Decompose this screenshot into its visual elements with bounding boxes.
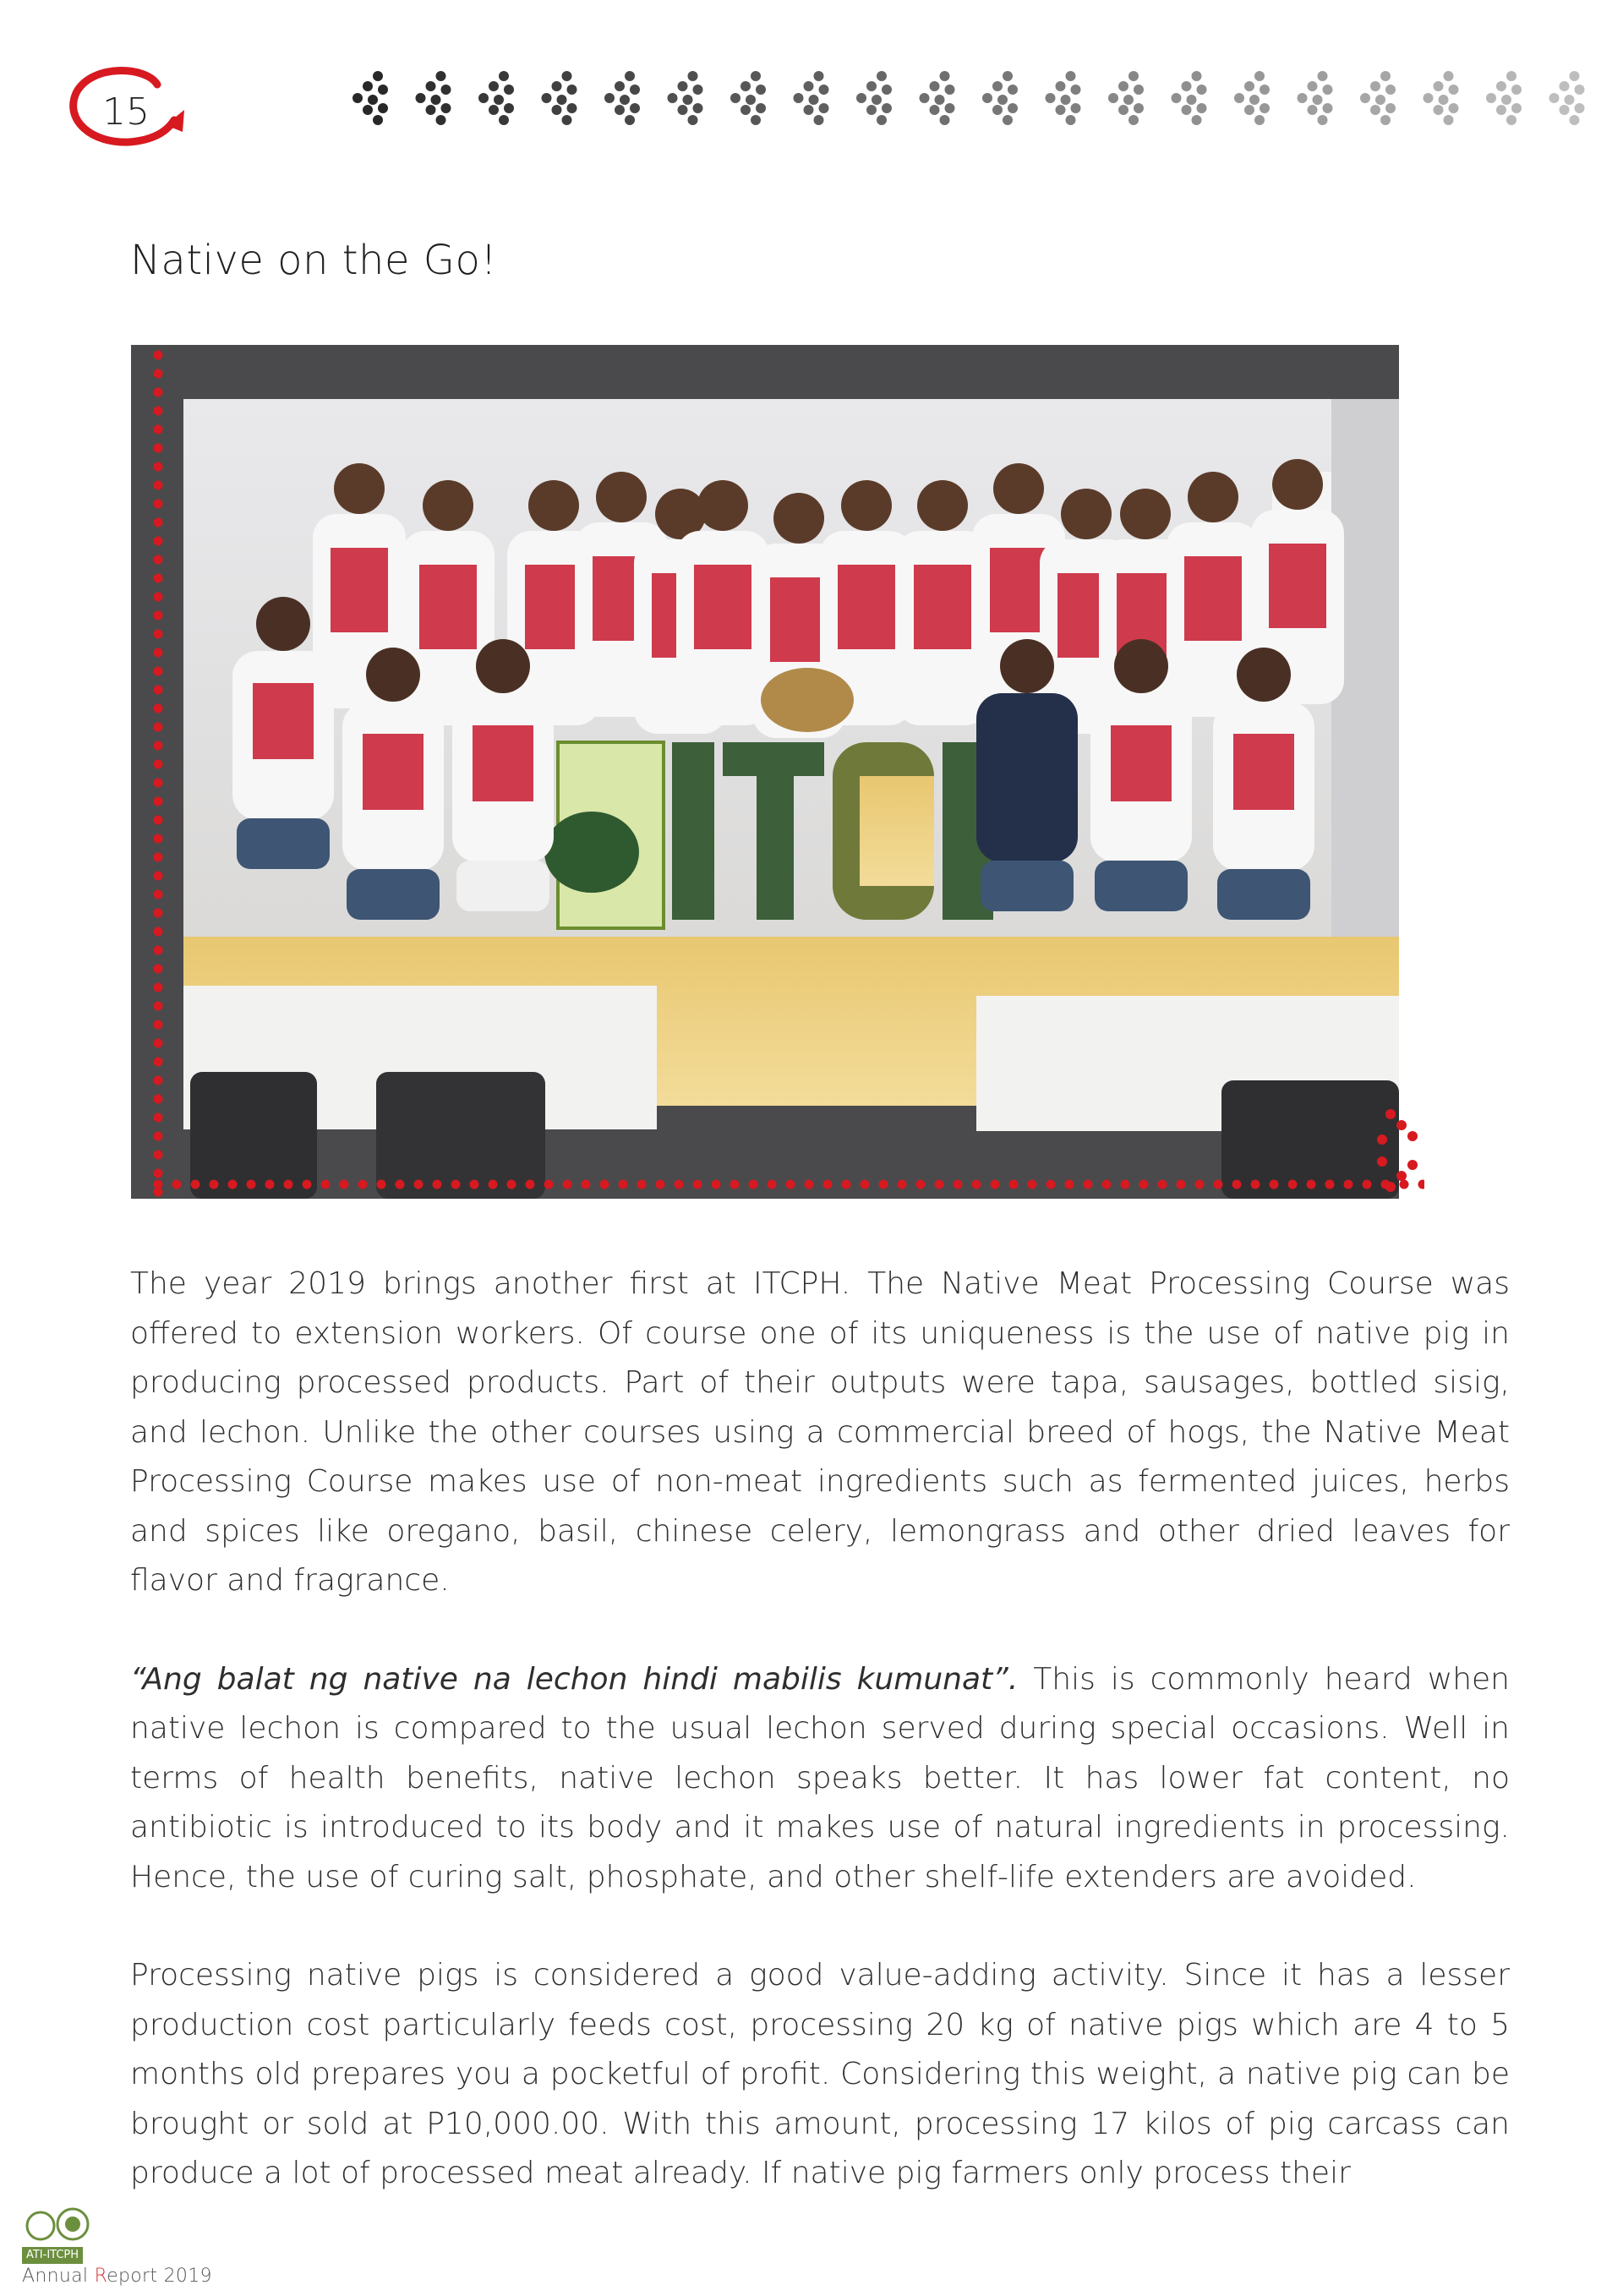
chevron-icon (1046, 71, 1081, 125)
article-body (130, 1260, 1510, 2248)
chevron-icon (794, 71, 829, 125)
chevron-icon (856, 71, 892, 125)
chevron-icon (604, 71, 640, 125)
page-title: Native on the Go! (130, 237, 498, 284)
chevron-strip (342, 61, 1602, 137)
paragraph-1: The year 2019 brings another first at ITCPH. The Native Meat Processing Course was offered to extension workers. Of course one of its uniqueness is the use of native pig in producing processed products. Part of their outputs were tapa, sausages, bottled sisig, and lechon. Unlike the other courses using a commercial breed of hogs, the Native Meat Processing Course makes use of non-meat ingredients such as fermented juices, herbs and spices like oregano, basil, chinese celery, lemongrass and other dried leaves for flavor and fragrance. (130, 1266, 1510, 1598)
chevron-icon (668, 71, 703, 125)
chevron-icon (1108, 71, 1144, 125)
chevron-icon (1360, 71, 1396, 125)
paragraph-3: Processing native pigs is considered a good value-adding activity. Since it has a lesser production cost particularly feeds cost, processing 20 kg of native pigs which are 4 to 5 months old prepares you a pocketful of profit. Considering this weight, a native pig can be brought or sold at P10,000.00. With this amount, processing 17 kilos of pig carcass can produce a lot of processed meat already. If native pig farmers only process their (130, 1958, 1510, 2190)
group-photo (131, 345, 1424, 1224)
footer-org-label: ATI-ITCPH (22, 2247, 83, 2264)
chevron-icon (920, 71, 955, 125)
tagalog-quote: “Ang balat ng native na lechon hindi mabilis kumunat”. (130, 1661, 1019, 1697)
chevron-icon (1549, 71, 1585, 125)
chevron-icon (1486, 71, 1522, 125)
chevron-icon (1424, 71, 1459, 125)
chevron-icon (542, 71, 577, 125)
chevron-icon (730, 71, 766, 125)
chevron-icon (1298, 71, 1333, 125)
chevron-icon (982, 71, 1018, 125)
chevron-icon (1172, 71, 1207, 125)
chevron-icon (352, 71, 388, 125)
chevron-icon (416, 71, 451, 125)
footer-report-label: Annual Report 2019 (22, 2266, 212, 2287)
paragraph-2: “Ang balat ng native na lechon hindi mabilis kumunat”. This is commonly heard when native lechon is compared to the usual lechon served during special occasions. Well in terms of health benefits, native lechon speaks better. It has lower fat content, no antibiotic is introduced to its body and it makes use of natural ingredients in processing. Hence, the use of curing salt, phosphate, and other shelf-life extenders are avoided. (130, 1661, 1510, 1894)
page-number-badge (66, 59, 201, 161)
page-number: 15 (102, 90, 150, 134)
chevron-icon (1234, 71, 1270, 125)
chevron-icon (478, 71, 514, 125)
agri-logo-icon (27, 2212, 54, 2239)
photo-frame (131, 345, 1424, 1224)
